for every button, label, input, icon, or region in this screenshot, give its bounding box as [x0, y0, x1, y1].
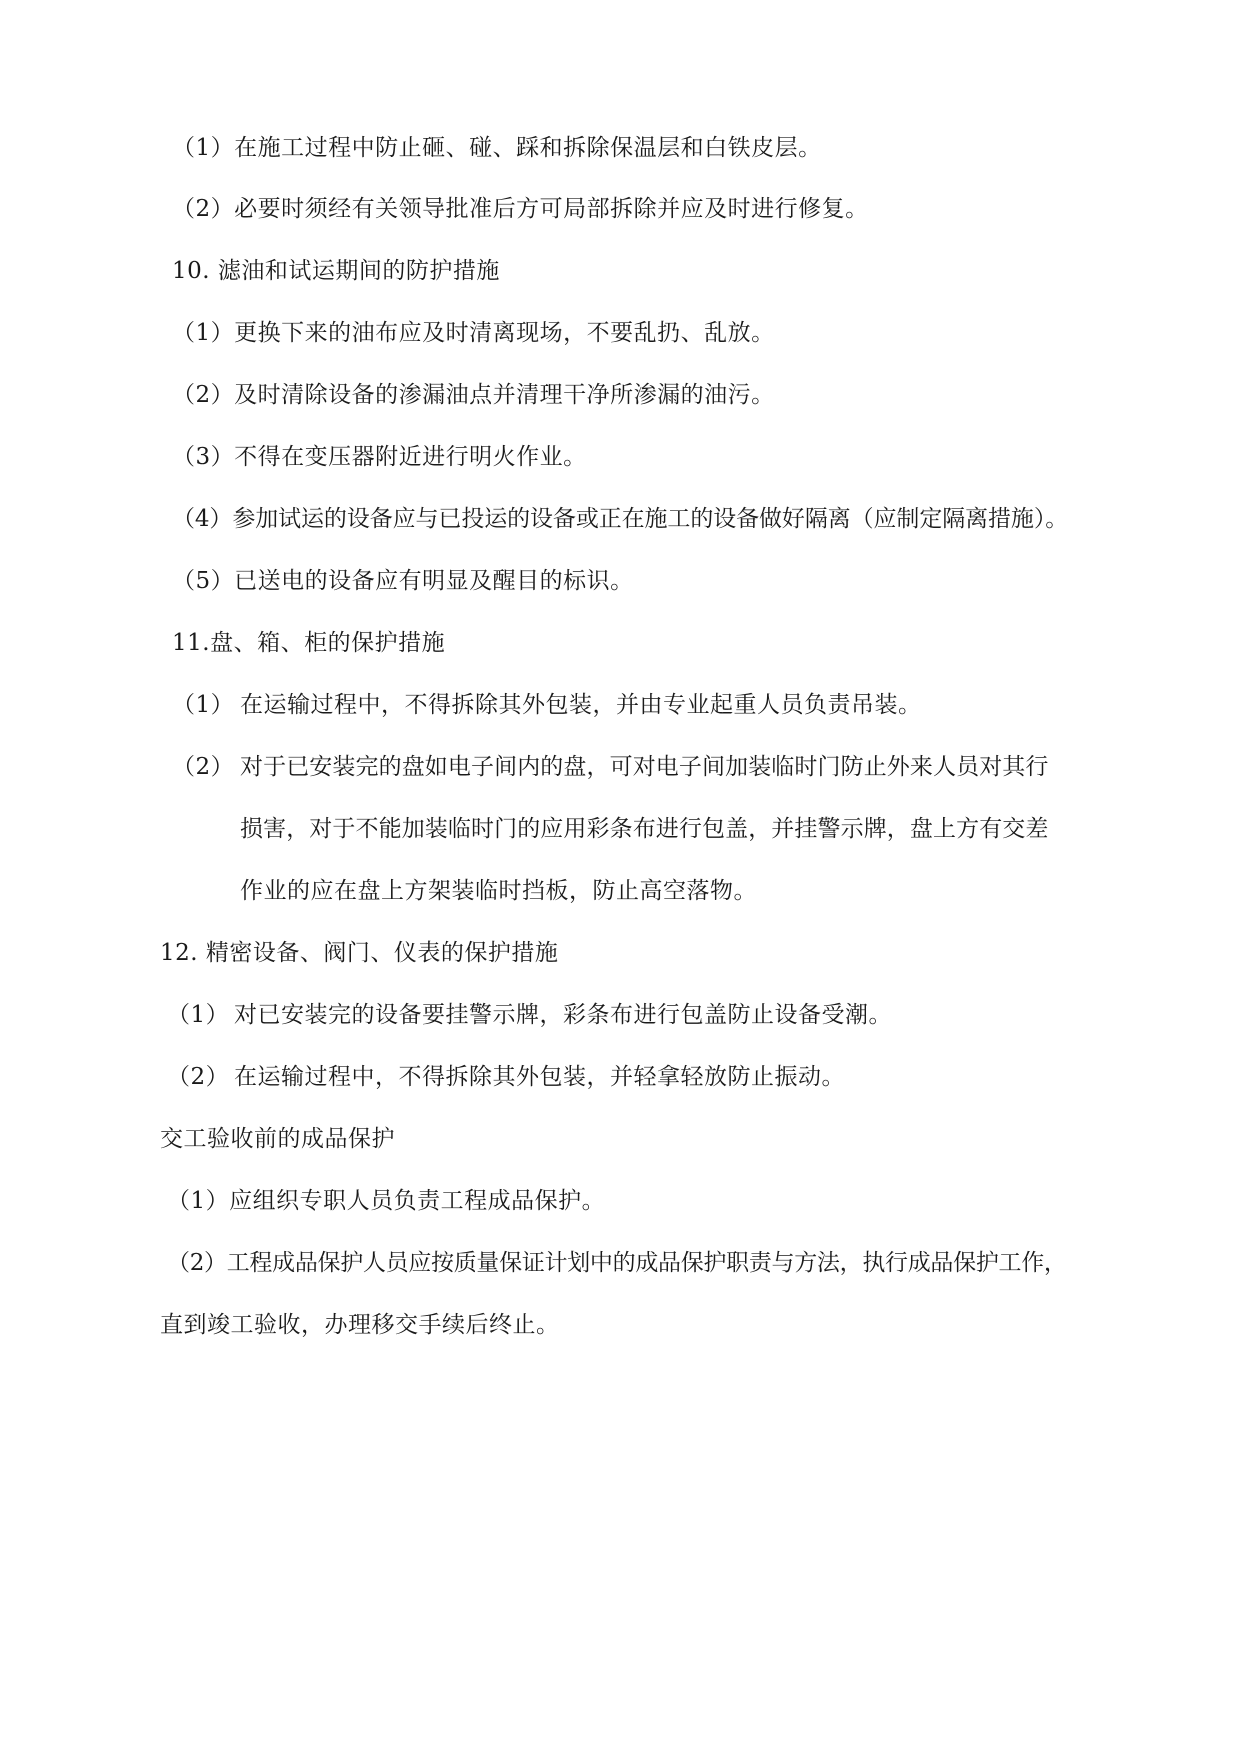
list-marker: （2） [172, 754, 235, 780]
text-line: （2）及时清除设备的渗漏油点并清理干净所渗漏的油污。 [172, 382, 775, 408]
text-line: （3）不得在变压器附近进行明火作业。 [172, 444, 587, 470]
text-line: （1）更换下来的油布应及时清离现场，不要乱扔、乱放。 [172, 320, 775, 346]
text-line: 直到竣工验收，办理移交手续后终止。 [160, 1312, 560, 1338]
section-heading: 12. 精密设备、阀门、仪表的保护措施 [160, 940, 559, 966]
text-line: 对于已安装完的盘如电子间内的盘，可对电子间加装临时门防止外来人员对其行 [240, 754, 1049, 780]
text-line: （2）工程成品保护人员应按质量保证计划中的成品保护职责与方法，执行成品保护工作， [167, 1250, 1067, 1276]
text-line: 在运输过程中，不得拆除其外包装，并轻拿轻放防止振动。 [234, 1064, 845, 1090]
text-line: 对已安装完的设备要挂警示牌，彩条布进行包盖防止设备受潮。 [234, 1002, 892, 1028]
text-line: 在运输过程中，不得拆除其外包装，并由专业起重人员负责吊装。 [240, 692, 922, 718]
list-marker: （1） [172, 692, 235, 718]
text-line: （4）参加试运的设备应与已投运的设备或正在施工的设备做好隔离（应制定隔离措施）。 [172, 506, 1069, 532]
section-heading: 11.盘、箱、柜的保护措施 [172, 630, 446, 656]
text-line: （2）必要时须经有关领导批准后方可局部拆除并应及时进行修复。 [172, 196, 869, 222]
text-line: （1）应组织专职人员负责工程成品保护。 [167, 1188, 606, 1214]
list-marker: （2） [167, 1064, 230, 1090]
section-heading: 交工验收前的成品保护 [160, 1126, 395, 1152]
text-line: （5）已送电的设备应有明显及醒目的标识。 [172, 568, 634, 594]
section-heading: 10. 滤油和试运期间的防护措施 [172, 258, 500, 284]
list-marker: （1） [167, 1002, 230, 1028]
text-line: 损害，对于不能加装临时门的应用彩条布进行包盖，并挂警示牌，盘上方有交差 [240, 816, 1049, 842]
text-line: 作业的应在盘上方架装临时挡板，防止高空落物。 [240, 878, 757, 904]
text-line: （1）在施工过程中防止砸、碰、踩和拆除保温层和白铁皮层。 [172, 135, 822, 161]
